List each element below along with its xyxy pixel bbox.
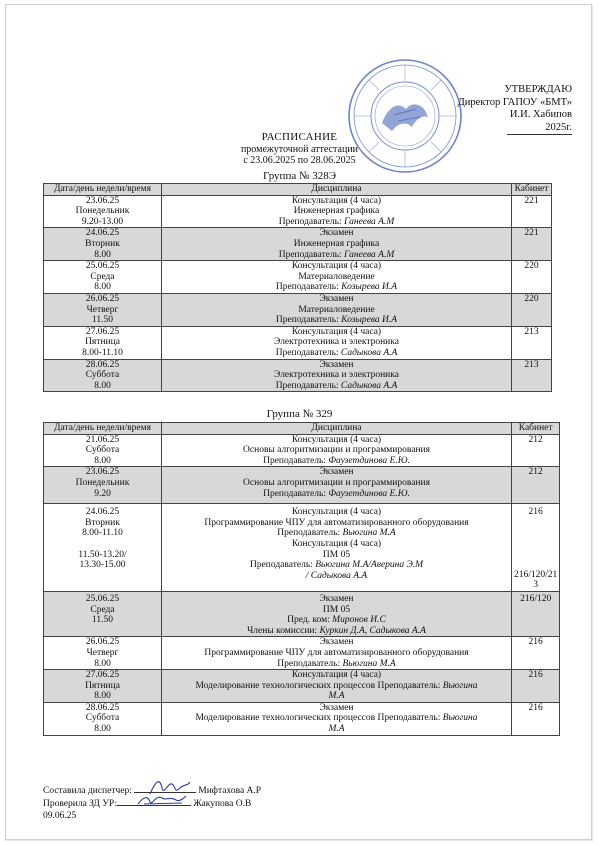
cell-room: 216 (512, 702, 560, 735)
approve-date: 2025г. (507, 122, 572, 136)
table-row (44, 261, 552, 294)
cell-discipline: Консультация (4 часа) Основы алгоритмизации и программирования Преподаватель: Фаузетдинова Е.Ю. (162, 434, 512, 467)
cell-datetime: 23.06.25 Понедельник 9.20 (44, 467, 162, 504)
footer-label-compiled: Составила диспетчер: (43, 786, 132, 796)
footer-label-checked: Проверила ЗД УР: (43, 799, 118, 809)
table-row (44, 293, 552, 326)
cell-discipline: Экзамен Программирование ЧПУ для автоматизированного оборудования Преподаватель: Вьюгина М.А (162, 637, 512, 670)
cell-discipline: Экзамен Основы алгоритмизации и программирования Преподаватель: Фаузетдинова Е.Ю. (162, 467, 512, 504)
cell-room: 216 216/120/21 3 (512, 504, 560, 592)
cell-room: 212 (512, 467, 560, 504)
footer-name-checked: Жакупова О.В (193, 799, 252, 809)
cell-discipline: Консультация (4 часа) Моделирование технологических процессов Преподаватель: Вьюгина М.А (162, 670, 512, 703)
approve-name: И.И. Хабипов (509, 109, 572, 120)
cell-room: 212 (512, 434, 560, 467)
col-datetime-header: Дата/день недели/время (44, 184, 162, 196)
table-row (44, 702, 560, 735)
cell-room: 213 (512, 326, 552, 359)
cell-discipline: Консультация (4 часа) Материаловедение Преподаватель: Козырева И.А (162, 261, 512, 294)
cell-room: 216 (512, 637, 560, 670)
table-row (44, 467, 560, 504)
cell-room: 213 (512, 359, 552, 392)
cell-datetime: 27.06.25 Пятница 8.00 (44, 670, 162, 703)
table-row (44, 228, 552, 261)
group-329-table (43, 422, 560, 736)
col-room-header: Кабинет (512, 423, 560, 435)
col-discipline-header: Дисциплина (162, 423, 512, 435)
approval-block (458, 84, 572, 135)
cell-discipline: Экзамен Материаловедение Преподаватель: Козырева И.А (162, 293, 512, 326)
signature-mark-2 (136, 792, 188, 808)
table-row (44, 195, 552, 228)
cell-datetime: 21.06.25 Суббота 8.00 (44, 434, 162, 467)
cell-discipline: Экзамен Моделирование технологических процессов Преподаватель: Вьюгина М.А (162, 702, 512, 735)
table-row (44, 637, 560, 670)
approve-position: Директор ГАПОУ «БМТ» (457, 96, 572, 108)
table-header-row (44, 423, 560, 435)
cell-room: 216 (512, 670, 560, 703)
cell-datetime: 27.06.25 Пятница 8.00-11.10 (44, 326, 162, 359)
table-row (44, 434, 560, 467)
cell-datetime: 23.06.25 Понедельник 9.20-13.00 (44, 195, 162, 228)
cell-discipline: Экзамен ПМ 05 Пред. ком: Миронов И.С Члены комиссии: Куркин Д.А, Садыкова А.А (162, 591, 512, 636)
cell-room: 221 (512, 195, 552, 228)
table-header-row (44, 184, 552, 196)
cell-room: 221 (512, 228, 552, 261)
cell-discipline: Экзамен Инженерная графика Преподаватель: Ганеева А.М (162, 228, 512, 261)
table-row (44, 504, 560, 592)
col-datetime-header: Дата/день недели/время (44, 423, 162, 435)
cell-discipline: Экзамен Электротехника и электроника Преподаватель: Садыкова А.А (162, 359, 512, 392)
cell-datetime: 25.06.25 Среда 8.00 (44, 261, 162, 294)
schedule-period: с 23.06.2025 по 28.06.2025 (243, 155, 356, 166)
group-328e-title: Группа № 328Э (263, 170, 336, 182)
table-row (44, 326, 552, 359)
cell-discipline: Консультация (4 часа) Электротехника и электроника Преподаватель: Садыкова А.А (162, 326, 512, 359)
schedule-title: РАСПИСАНИЕ (261, 131, 338, 143)
cell-datetime: 28.06.25 Суббота 8.00 (44, 359, 162, 392)
schedule-header (0, 132, 599, 167)
cell-datetime: 28.06.25 Суббота 8.00 (44, 702, 162, 735)
cell-datetime: 24.06.25 Вторник 8.00-11.10 11.50-13.20/ 13.30-15.00 (44, 504, 162, 592)
cell-datetime: 24.06.25 Вторник 8.00 (44, 228, 162, 261)
group-328e-table (43, 183, 552, 392)
table-row (44, 670, 560, 703)
footer-name-compiled: Мифтахова А.Р (198, 786, 262, 796)
cell-room: 220 (512, 293, 552, 326)
table-row (44, 591, 560, 636)
col-discipline-header: Дисциплина (162, 184, 512, 196)
table-row (44, 359, 552, 392)
cell-datetime: 26.06.25 Четверг 8.00 (44, 637, 162, 670)
group-329-title: Группа № 329 (266, 408, 333, 420)
cell-datetime: 25.06.25 Среда 11.50 (44, 591, 162, 636)
cell-discipline: Консультация (4 часа) Программирование ЧПУ для автоматизированного оборудования Преподаватель: Вьюгина М.А Консультация (4 часа) ПМ 05 Преподаватель: Вьюгина М.А/Аверина Э.М / Садыкова А.А (162, 504, 512, 592)
cell-room: 216/120 (512, 591, 560, 636)
footer-date: 09.06.25 (43, 811, 77, 821)
cell-datetime: 26.06.25 Четверг 11.50 (44, 293, 162, 326)
cell-room: 220 (512, 261, 552, 294)
schedule-subtitle: промежуточной аттестации (240, 143, 359, 155)
cell-discipline: Консультация (4 часа) Инженерная графика Преподаватель: Ганеева А.М (162, 195, 512, 228)
col-room-header: Кабинет (512, 184, 552, 196)
approve-heading: УТВЕРЖДАЮ (504, 84, 572, 95)
